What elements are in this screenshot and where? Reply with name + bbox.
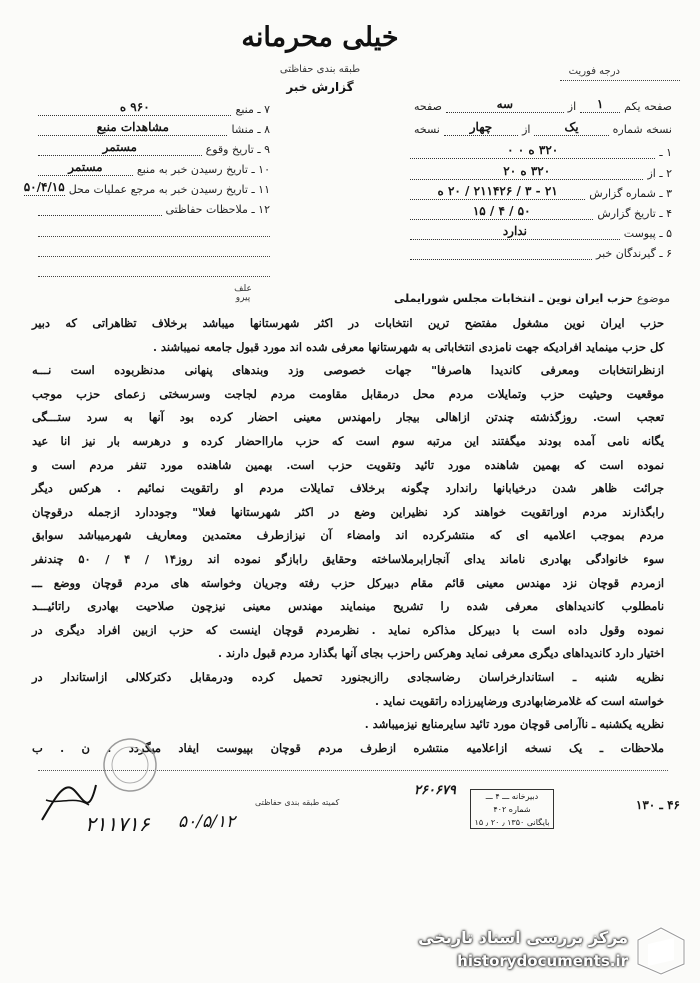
priority-label: درجه فوریت [568,66,620,77]
form-label: ۱۱ ـ تاریخ رسیدن خبر به مرجع عملیات محل [68,183,270,196]
body-line: ازمردم قوچان نزد مهندس معینی قائم مقام دبیرکل حزب رفته وجریان وخواسته های مردم قوچان ووضع ـــ [32,575,664,590]
form-row-2 [410,160,672,180]
form-value: چهار [444,120,518,136]
page-mark-bottom: پیرو [235,293,251,303]
body-line: حزب ایران نوین مشغول مفتضح ترین انتخابات در اکثر شهرستانها میباشد برخلاف تظاهراتی که دبیر [32,316,664,330]
form-label: ۱۰ ـ تاریخ رسیدن خبر به منبع [136,163,270,176]
form-label: ۳ ـ شماره گزارش [589,187,672,200]
body-line: اختیار دارد کاندیداهای دیگری معرفی نماید وهرکس راحزب بجای آنها بگذارد مردم قبول دارند . [217,646,664,661]
form-value: یک [534,120,608,136]
body-line: خواسته است که غلامرضابهادری ورضاپیرزاده راتقویت نماید . [375,693,664,708]
body-line: مردم بموجب اعلامیه ای که منتشرکرده اند وامضاء آن نیزازطرف معتمدین ومعاریف شهرمیباشد سوابق [32,528,664,543]
form-value [410,258,592,260]
signature-icon [34,770,104,830]
body-line: یگانه نامی آمده بودند میگفتند این مرتبه سوم است که حزب مارااحضار کرده و درهرسه بار نیز انا عید [32,433,664,448]
form-row-source [38,96,270,116]
form-label: ۴ ـ تاریخ گزارش [597,207,672,220]
form-value: مستمر [38,160,133,176]
form-label: ۱۲ ـ ملاحظات حفاظتی [165,203,270,216]
form-row-origin [38,116,270,136]
report-body [32,312,664,760]
classification-stamp: کمیته طبقه بندی حفاظتی [255,798,340,807]
form-value [38,214,162,216]
body-line: نظریه شنبه ـ استاندارخراسان رضاسجادی راازبجنورد تحمیل کرده ودرمقابل دکترکلالی ازاستاندار در [32,669,664,684]
form-mid: از [567,100,577,113]
form-row-recipients [410,240,672,260]
form-row-page [410,93,672,113]
blank-line [38,276,270,277]
form-value: ۹۶۰ ه [38,100,231,116]
document-title: خیلی محرمانه [241,22,399,53]
form-label: ۶ ـ گیرندگان خبر [596,247,672,260]
form-tail: نسخه [414,123,440,136]
form-value: ۵۰/۴/۱۵ [23,180,65,194]
subject-label: موضوع [636,292,670,305]
priority-line [560,80,680,81]
form-row-attachment [410,220,672,240]
form-row-report-date [410,200,672,220]
form-value: ندارد [410,224,620,240]
form-row-received-local [23,176,270,196]
page-mark-top: علف [234,284,252,294]
archive-number: ۲۶۰۶۷۹ [414,783,456,798]
body-line: نموده است که بهمین شاهنده مورد تائید وتقویت حزب است. بهمین شاهنده مورد تنفر مردم است و [32,457,664,472]
form-row-copy [410,116,672,136]
body-line: نموده وقول داده است با دبیرکل مذاکره نماید . نظرمردم قوچان اینست که حزب ازبین افراد دیگری در [32,622,664,637]
form-label: صفحه یکم [624,100,672,113]
stamp-line: بایگانی ۱۳۵۰ ٫ ۲۰ ٫ ۱۵ [474,818,550,827]
body-line: جرائت ظاهر شدن درخیابانها راندارد چگونه برخلاف تمایلات مردم او راتقویت نمائیم . هرکس دیگر [32,481,664,496]
form-row-event-date [38,136,270,156]
form-value: ۵۰ / ۴ / ۱۵ [410,204,593,220]
body-line: تعجب است. روزگذشته چندتن ازاهالی بیجار رامهندس معینی احضار کرده بود آنها به سرد ستـــگی [32,410,664,425]
form-label: ۲ ـ از [647,167,672,180]
blank-line [38,256,270,257]
form-label: ۱ ـ [659,146,672,159]
archive-logo-icon [634,924,688,976]
body-line: رابگذارند مردم اوراتقویت خواهند کرد نظیراین وضع در اکثر شهرستانها فعلا" وجوددارد ازجمله درقوچان [32,504,664,519]
form-tail: صفحه [414,100,442,113]
form-label: ۷ ـ منبع [235,103,270,116]
form-value: مستمر [38,140,202,156]
form-row-received-source [38,156,270,176]
body-line: ازنظرانتخابات ومعرفی کاندیدا هاصرفا" جهات خصوصی وزد وبندهای پنهانی مدنظربوده است نـــه [32,363,664,378]
subject [240,292,670,305]
blank-line [38,236,270,237]
form-value: سه [446,97,564,113]
body-line: سوء خانوادگی بهادری ناماند یدای آنجارابرملاساخته وحقایق رابازگو نموده اند روز۱۴ / ۴ / ۵۰ چندنفر [32,551,665,566]
stamp-line: شماره ۴۰۲ [493,805,531,814]
form-label: نسخه شماره [612,123,672,136]
form-value: ۳۲۰ ه ۰ ۰ [410,143,655,159]
form-label: ۸ ـ منشا [231,123,270,136]
handwritten-number: ۲۱۱۷۱۶ [85,812,150,836]
body-line: کل حزب مینماید افرادیکه جهت نامزدی انتخاباتی به شهرستانها معرفی شده اند مورد قبول جامعه نمیباشند . [153,339,664,354]
watermark-title: مرکز بررسی اسناد تاریخی [418,928,628,947]
form-row-1 [410,139,672,159]
registry-stamp [470,789,554,829]
handwritten-date: ۵۰/۵/۱۲ [178,812,236,832]
form-value: ۳۲۰ ه ۲۰ [410,164,643,180]
classification-label: طبقه بندی حفاظتی [279,64,361,75]
document-reference: ۴۶ ـ ۱۳۰ [635,798,680,812]
form-row-security-notes [38,196,270,216]
stamp-line: دبیرخانه ـــ ۴ ـــ [485,792,539,801]
report-type: گزارش خبر [286,80,354,94]
form-label: ۵ ـ پیوست [623,227,672,240]
form-label: ۹ ـ تاریخ وقوع [205,143,270,156]
form-value: مشاهدات منبع [38,120,227,136]
body-line: ملاحظات ـ یک نسخه ازاعلامیه منتشره ازطرف مردم قوچان بپیوست ایفاد میگردد . ن . ب [32,740,664,755]
body-line: نظریه یکشنبه ـ ناآرامی قوچان مورد تائید سایرمنابع نیزمیباشد . [364,717,664,732]
form-value: ۲۱ - ۳ / ۲۱۱۴۲۶ / ۲۰ ه [410,184,585,200]
form-value: ۱ [580,97,620,113]
body-line: نامطلوب کاندیداهای معرفی شده را تشریح مینمایند مهندس معینی نیزچون صلاحیت بهادری راتائیـــد [32,599,664,614]
form-mid: از [522,123,531,136]
subject-text: حزب ایران نوین ـ انتخابات مجلس شورایملی [393,292,633,305]
body-line: موقعیت وحیثیت حزب وتمایلات مردم محل درمقابل مقاومت مردم لجاجت وسرسختی زعمای حزب موجب [32,386,664,401]
round-stamp-icon [100,735,160,795]
form-row-report-number [410,180,672,200]
watermark-url: historydocuments.ir [457,952,628,970]
